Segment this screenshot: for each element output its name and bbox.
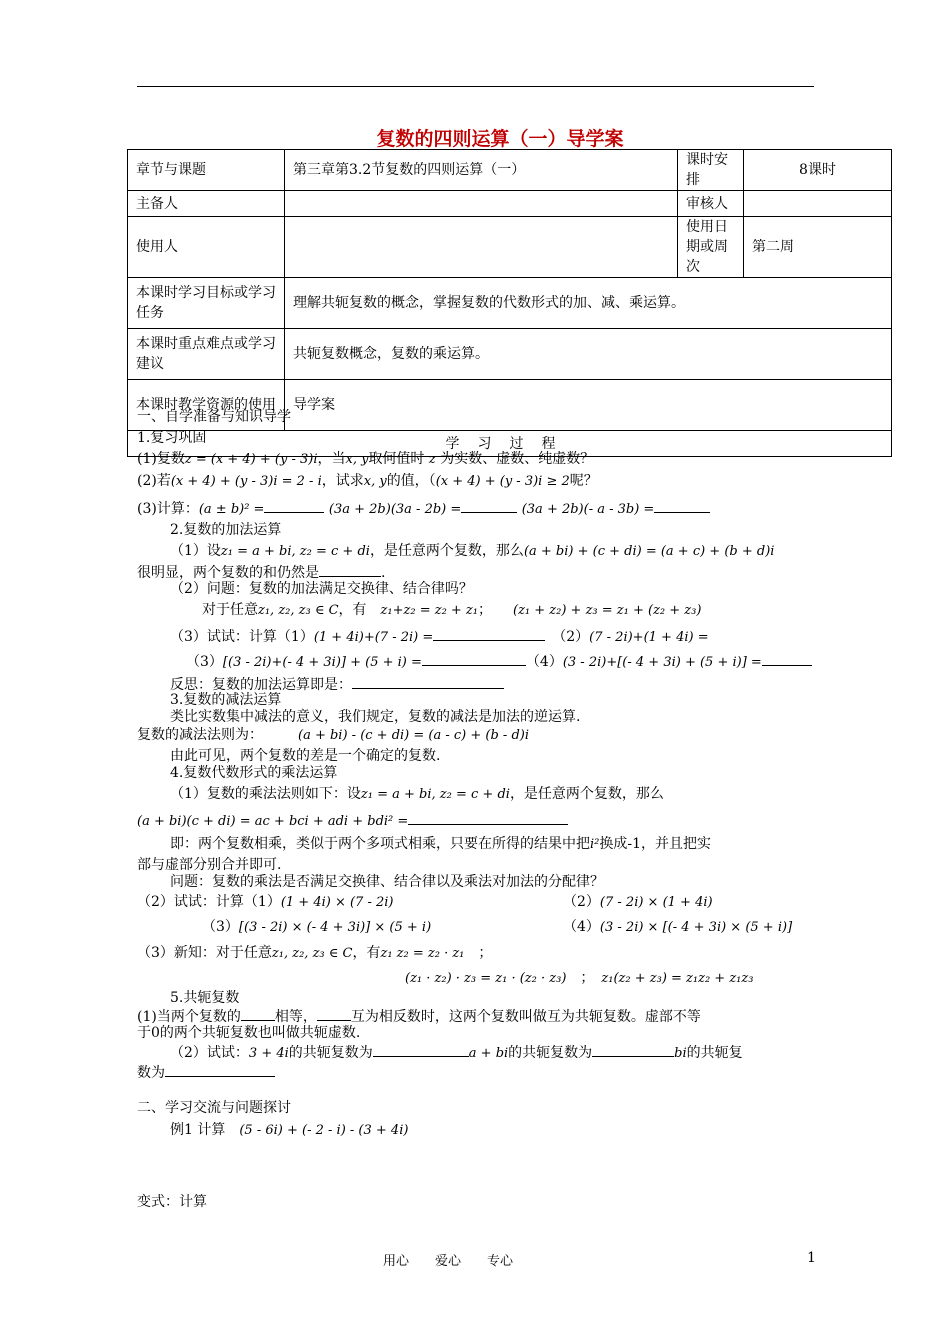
cell-date-label: 使用日期或周次 <box>678 217 744 278</box>
cell-chapter-value: 第三章第3.2节复数的四则运算（一） <box>285 150 678 191</box>
text-line: (a + bi)(c + di) = ac + bci + adi + bdi² = <box>137 810 568 831</box>
text-line: 类比实数集中减法的意义，我们规定，复数的减法是加法的逆运算. <box>170 709 581 725</box>
text-line: 问题：复数的乘法是否满足交换律、结合律以及乘法对加法的分配律？ <box>170 874 604 890</box>
text-line: （1）设z₁ = a + bi, z₂ = c + di，是任意两个复数，那么(a + bi) + (c + di) = (a + c) + (b + d)i <box>170 543 775 559</box>
text-line: （2）试试：3 + 4i的共轭复数为 a + bi的共轭复数为 bi的共轭复 <box>170 1042 743 1063</box>
cell-process-heading: 学习过程 <box>128 431 892 457</box>
cell-user-value <box>285 217 678 278</box>
section-heading: 二、学习交流与问题探讨 <box>137 1100 291 1116</box>
text-line: （2）问题：复数的加法满足交换律、结合律吗？ <box>170 581 473 597</box>
cell-goal-label: 本课时学习目标或学习任务 <box>128 278 285 329</box>
cell-reviewer-label: 审核人 <box>678 191 744 217</box>
question-line: (3)计算：(a ± b)² = (3a + 2b)(3a - 2b) = (3a + 2b)(- a - 3b) = <box>137 498 710 519</box>
page-footer: 用心 爱心 专心 <box>383 1254 514 1269</box>
text-line: （1）复数的乘法法则如下：设z₁ = a + bi, z₂ = c + di，是任意两个复数，那么 <box>170 786 664 802</box>
cell-keypoint-label: 本课时重点难点或学习建议 <box>128 329 285 380</box>
text-line: 复数的减法法则为： (a + bi) - (c + di) = (a - c) + (b - d)i <box>137 727 529 743</box>
text-line: 由此可见，两个复数的差是一个确定的复数. <box>170 748 441 764</box>
text-line: （3）试试：计算（1）(1 + 4i)+(7 - 2i) = （2）(7 - 2i)+(1 + 4i) = <box>170 626 709 647</box>
cell-goal-value: 理解共轭复数的概念，掌握复数的代数形式的加、减、乘运算。 <box>285 278 892 329</box>
cell-author-value <box>285 191 678 217</box>
question-line: (1)复数z = (x + 4) + (y - 3)i，当x, y取何值时 z 为实数、虚数、纯虚数？ <box>137 451 595 467</box>
text-line: （3）新知：对于任意z₁, z₂, z₃ ∈ C，有z₁ z₂ = z₂ · z₁ ； <box>137 945 493 961</box>
text-line: （4）(3 - 2i) × [(- 4 + 3i) × (5 + i)] <box>563 919 793 935</box>
text-line: 于0的两个共轭复数也叫做共轭虚数. <box>137 1025 361 1041</box>
cell-user-label: 使用人 <box>128 217 285 278</box>
question-line: (2)若(x + 4) + (y - 3)i = 2 - i，试求x, y的值，（(x + 4) + (y - 3)i ≥ 2呢？ <box>137 473 598 489</box>
subsection-heading: 5.共轭复数 <box>170 990 240 1006</box>
text-line: 数为 <box>137 1062 275 1082</box>
subsection-heading: 3.复数的减法运算 <box>170 692 282 708</box>
cell-date-value: 第二周 <box>744 217 892 278</box>
text-line: (z₁ · z₂) · z₃ = z₁ · (z₂ · z₃) ； z₁(z₂ + z₃) = z₁z₂ + z₁z₃ <box>405 970 754 986</box>
text-line: （2）(7 - 2i) × (1 + 4i) <box>563 894 713 910</box>
text-line: （3）[(3 - 2i) × (- 4 + 3i)] × (5 + i) <box>202 919 432 935</box>
section-heading: 一、自学准备与知识导学 <box>137 409 291 425</box>
cell-author-label: 主备人 <box>128 191 285 217</box>
subsection-heading: 2.复数的加法运算 <box>170 522 282 538</box>
text-line: (1)当两个复数的 相等， 互为相反数时，这两个复数叫做互为共轭复数。虚部不等 <box>137 1006 701 1026</box>
cell-reviewer-value <box>744 191 892 217</box>
page-title: 复数的四则运算（一）导学案 <box>376 128 624 150</box>
cell-schedule-value: 8课时 <box>744 150 892 191</box>
example-line: 例1 计算 (5 - 6i) + (- 2 - i) - (3 + 4i) <box>170 1122 409 1138</box>
text-line: （3）[(3 - 2i)+(- 4 + 3i)] + (5 + i) = （4）(3 - 2i)+[(- 4 + 3i) + (5 + i)] = <box>186 651 812 672</box>
subsection-heading: 1.复习巩固 <box>137 430 207 446</box>
text-line: 很明显，两个复数的和仍然是 . <box>137 562 385 582</box>
page-number: 1 <box>807 1250 816 1266</box>
subsection-heading: 4.复数代数形式的乘法运算 <box>170 765 338 781</box>
text-line: （2）试试：计算（1）(1 + 4i) × (7 - 2i) <box>137 894 394 910</box>
cell-resource-value: 导学案 <box>285 380 892 431</box>
header-rule <box>137 86 814 87</box>
text-line: 对于任意z₁, z₂, z₃ ∈ C，有 z₁+z₂ = z₂ + z₁； (z₁ + z₂) + z₃ = z₁ + (z₂ + z₃) <box>202 602 702 618</box>
text-line: 部与虚部分别合并即可. <box>137 857 282 873</box>
example-line: 变式：计算 <box>137 1194 207 1210</box>
text-line: 即：两个复数相乘，类似于两个多项式相乘，只要在所得的结果中把i²换成-1，并且把实 <box>170 836 712 852</box>
text-line: 反思：复数的加法运算即是： <box>170 674 504 694</box>
cell-resource-label: 本课时教学资源的使用 <box>128 380 285 431</box>
cell-keypoint-value: 共轭复数概念，复数的乘运算。 <box>285 329 892 380</box>
cell-chapter-label: 章节与课题 <box>128 150 285 191</box>
cell-schedule-label: 课时安排 <box>678 150 744 191</box>
